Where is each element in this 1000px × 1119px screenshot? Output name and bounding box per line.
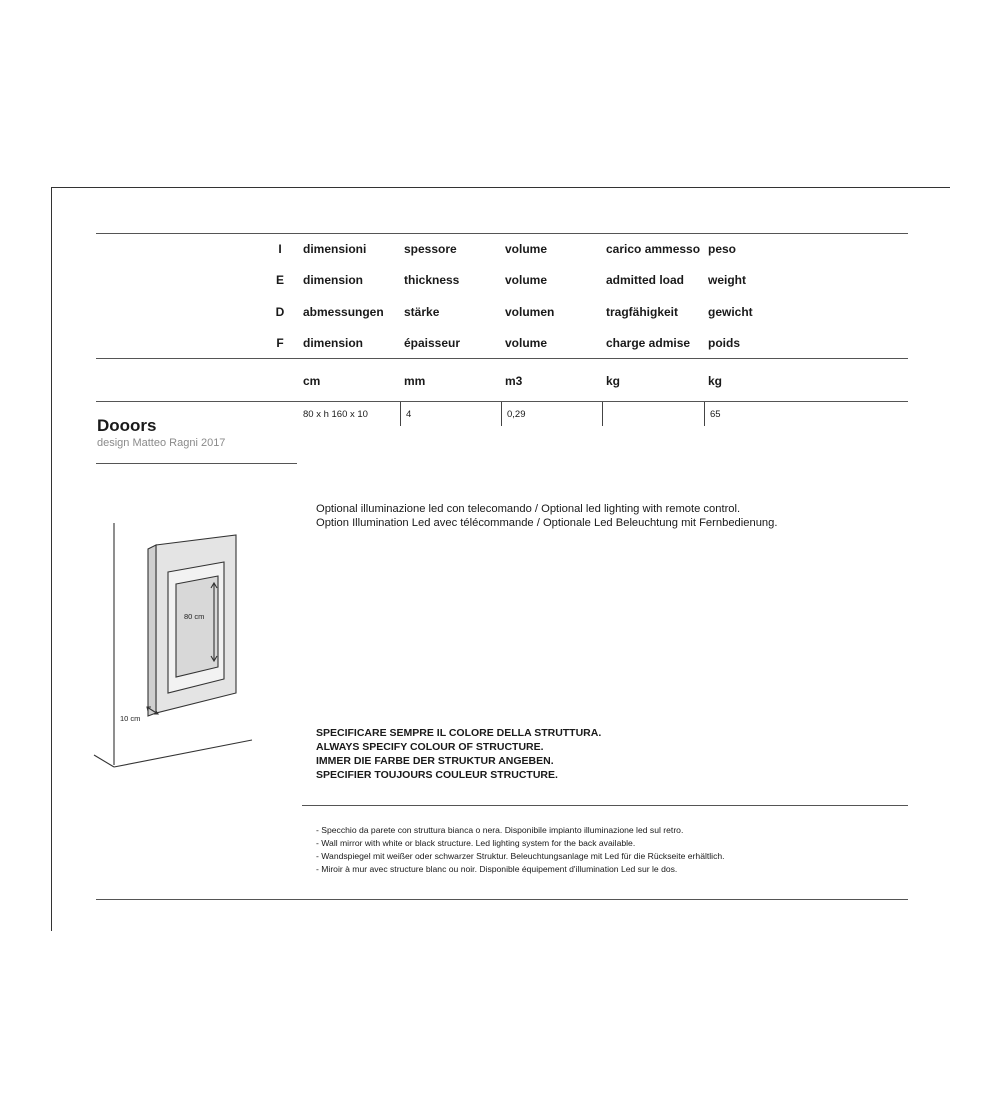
- unit-thickness: mm: [404, 374, 426, 388]
- unit-dimensions: cm: [303, 374, 321, 388]
- description-line: - Wandspiegel mit weißer oder schwarzer Struktur. Beleuchtungsanlage mit Led für die Rückseite erhältlich.: [316, 851, 725, 861]
- specify-line: SPECIFICARE SEMPRE IL COLORE DELLA STRUTTURA.: [316, 727, 602, 739]
- column-separator: [704, 402, 705, 426]
- specify-line: IMMER DIE FARBE DER STRUKTUR ANGEBEN.: [316, 755, 554, 767]
- header-dimensions: dimension: [303, 336, 364, 350]
- language-code: F: [276, 336, 284, 350]
- column-separator: [400, 402, 401, 426]
- description-line: - Wall mirror with white or black structure. Led lighting system for the back available.: [316, 838, 636, 848]
- header-load: tragfähigkeit: [606, 305, 679, 319]
- header-dimensions: abmessungen: [303, 305, 384, 319]
- illustration-depth-label: 10 cm: [120, 714, 141, 723]
- specify-line: SPECIFIER TOUJOURS COULEUR STRUCTURE.: [316, 769, 558, 781]
- language-code: I: [278, 242, 282, 256]
- unit-weight: kg: [708, 374, 723, 388]
- language-code: E: [275, 273, 284, 287]
- header-volume: volume: [505, 273, 548, 287]
- header-volume: volume: [505, 336, 548, 350]
- column-separator: [602, 402, 603, 426]
- value-thickness: 4: [406, 409, 412, 420]
- value-dimensions: 80 x h 160 x 10: [303, 409, 368, 420]
- value-volume: 0,29: [507, 409, 526, 420]
- header-weight: gewicht: [708, 305, 753, 319]
- table-top-rule: [96, 233, 908, 234]
- column-separator: [501, 402, 502, 426]
- product-designer: design Matteo Ragni 2017: [97, 437, 226, 449]
- table-units-rule: [96, 401, 908, 402]
- header-load: carico ammesso: [606, 242, 701, 256]
- header-thickness: stärke: [404, 305, 440, 319]
- optional-line: Optional illuminazione led con telecomando / Optional led lighting with remote control.: [316, 503, 741, 515]
- header-weight: weight: [708, 273, 746, 287]
- product-title: Dooors: [97, 416, 157, 435]
- mirror-illustration: [90, 515, 270, 775]
- bottom-rule: [96, 899, 908, 900]
- header-volume: volumen: [505, 305, 555, 319]
- header-load: admitted load: [606, 273, 685, 287]
- table-header-rule: [96, 358, 908, 359]
- header-thickness: spessore: [404, 242, 457, 256]
- header-weight: peso: [708, 242, 737, 256]
- frame-left-border: [51, 187, 52, 931]
- header-dimensions: dimension: [303, 273, 364, 287]
- value-weight: 65: [710, 409, 721, 420]
- description-line: - Specchio da parete con struttura bianca o nera. Disponibile impianto illuminazione led sul retro.: [316, 825, 684, 835]
- description-top-rule: [302, 805, 908, 806]
- header-dimensions: dimensioni: [303, 242, 367, 256]
- header-volume: volume: [505, 242, 548, 256]
- unit-volume: m3: [505, 374, 523, 388]
- description-line: - Miroir à mur avec structure blanc ou noir. Disponible équipement d'illumination Led sur le dos.: [316, 864, 678, 874]
- frame-top-border: [51, 187, 950, 188]
- illustration-height-label: 80 cm: [184, 612, 205, 621]
- header-thickness: thickness: [404, 273, 460, 287]
- language-code: D: [275, 305, 285, 319]
- title-underline: [96, 463, 297, 464]
- header-weight: poids: [708, 336, 740, 350]
- unit-load: kg: [606, 374, 621, 388]
- optional-line: Option Illumination Led avec télécommande / Optionale Led Beleuchtung mit Fernbedienung.: [316, 517, 778, 529]
- header-thickness: épaisseur: [404, 336, 461, 350]
- specify-line: ALWAYS SPECIFY COLOUR OF STRUCTURE.: [316, 741, 544, 753]
- header-load: charge admise: [606, 336, 691, 350]
